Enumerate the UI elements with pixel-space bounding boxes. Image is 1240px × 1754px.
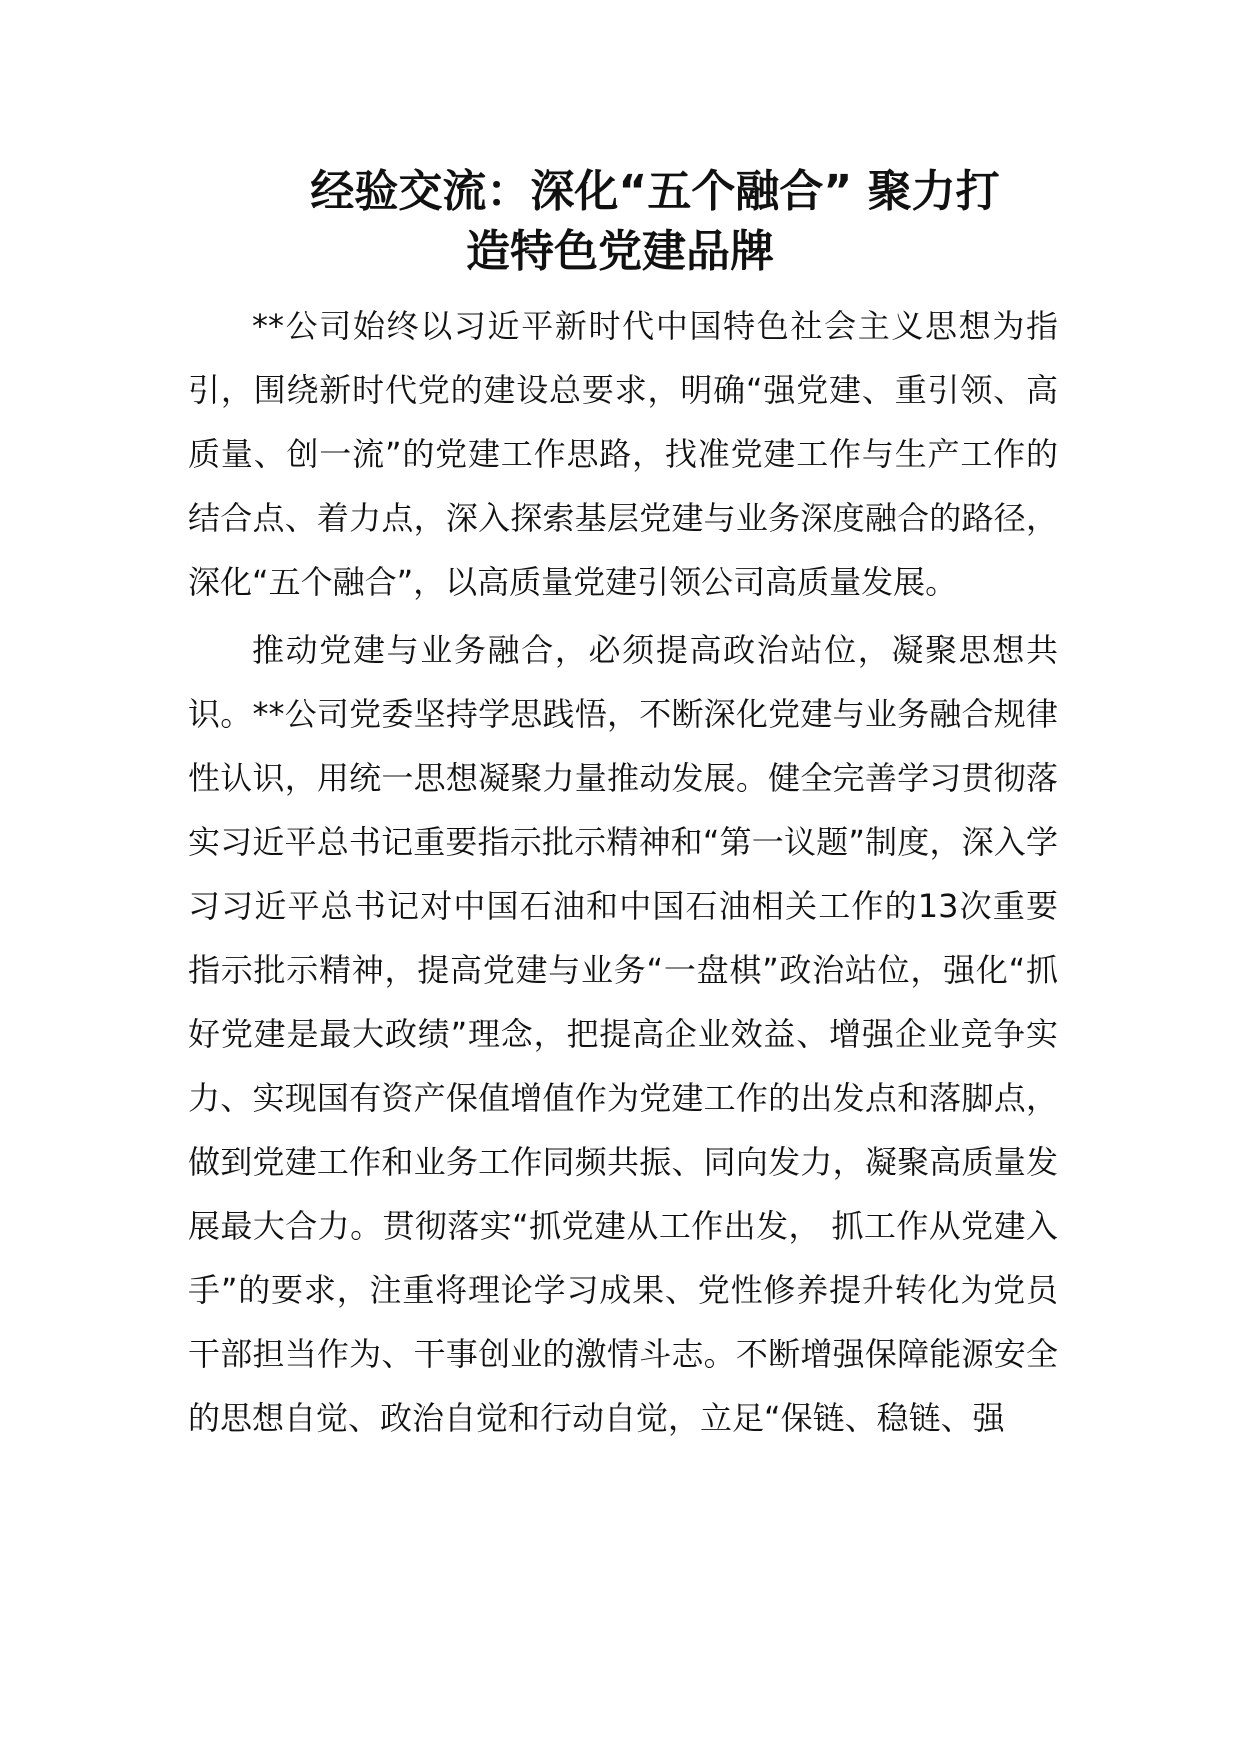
title-line-1: 经验交流：深化“五个融合” 聚力打 — [310, 166, 1000, 217]
title-line-2: 造特色党建品牌 — [466, 226, 774, 277]
paragraph-political-stance: 推动党建与业务融合，必须提高政治站位，凝聚思想共识。**公司党委坚持学思践悟，不断深化党建与业务融合规律性认识，用统一思想凝聚力量推动发展。健全完善学习贯彻落实习近平总书记重要指示批示精神和“第一议题”制度，深入学习习近平总书记对中国石油和中国石油相关工作的13次重要指示批示精神，提高党建与业务“一盘棋”政治站位，强化“抓好党建是最大政绩”理念，把提高企业效益、增强企业竞争实力、实现国有资产保值增值作为党建工作的出发点和落脚点，做到党建工作和业务工作同频共振、同向发力，凝聚高质量发展最大合力。贯彻落实“抓党建从工作出发， 抓工作从党建入手”的要求，注重将理论学习成果、党性修养提升转化为党员干部担当作为、干事创业的激情斗志。不断增强保障能源安全的思想自觉、政治自觉和行动自觉，立足“保链、稳链、强 — [188, 631, 1058, 1437]
document-title — [190, 162, 1050, 282]
paragraph-intro: **公司始终以习近平新时代中国特色社会主义思想为指引，围绕新时代党的建设总要求，明确“强党建、重引领、高质量、创一流”的党建工作思路，找准党建工作与生产工作的结合点、着力点，深入探索基层党建与业务深度融合的路径，深化“五个融合”，以高质量党建引领公司高质量发展。 — [188, 307, 1058, 601]
document-body — [188, 294, 1058, 1454]
